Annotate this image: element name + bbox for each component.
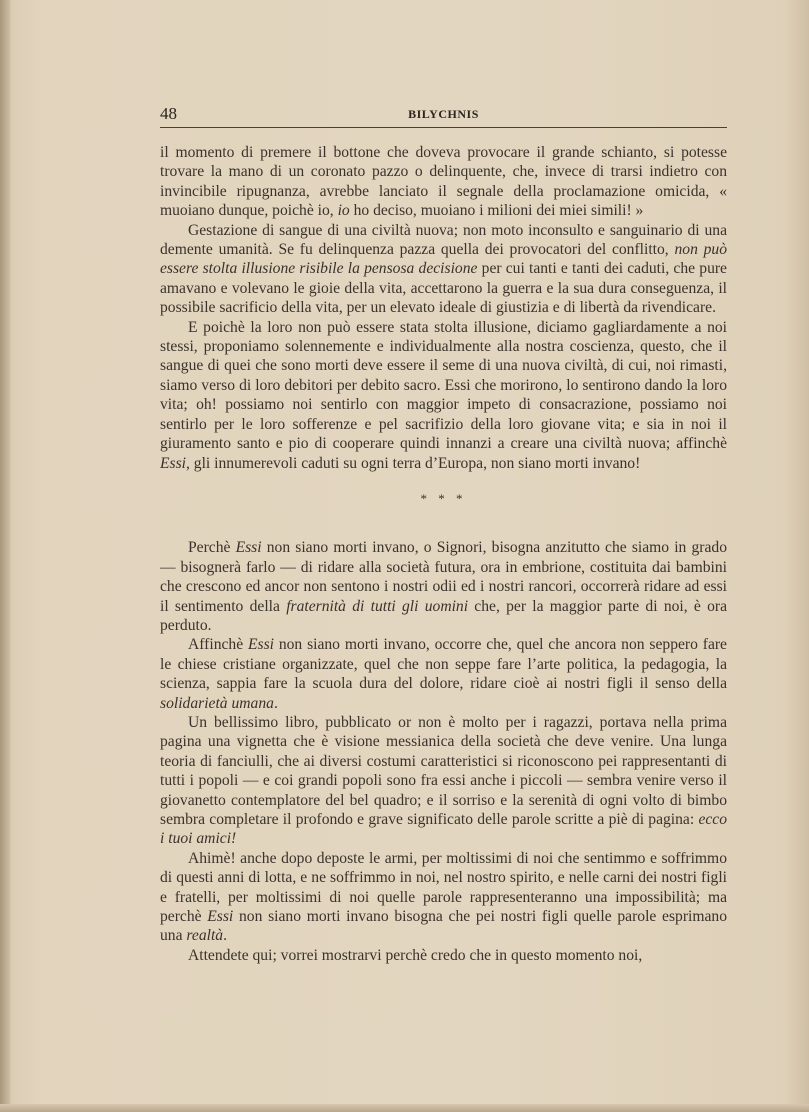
text-run: * * * bbox=[420, 490, 467, 506]
paragraph bbox=[160, 143, 727, 221]
text-run: ho deciso, muoiano i milioni dei miei simili! » bbox=[349, 202, 644, 220]
paragraph bbox=[160, 221, 727, 318]
text-run: Affinchè bbox=[188, 636, 248, 654]
text-run: Perchè bbox=[188, 539, 236, 557]
body-text bbox=[160, 143, 727, 965]
text-run: Un bellissimo libro, pubblicato or non è molto per i ragazzi, portava nella prima pagina una vignetta che è visione messianica della società che deve venire. Una lunga teoria di fanciulli, che ai diversi costumi caratteristici si riconoscono pei rappresentanti di tutti i popoli — e coi grandi popoli sono fra essi anche i piccoli — sembra venire verso il giovanetto contemplatore del bel quadro; e il sorriso e la serenità di ogni volto di bimbo sembra completare il profondo e grave significato delle parole scritte a piè di pagina: bbox=[160, 713, 727, 828]
paragraph bbox=[160, 318, 727, 473]
text-run: Attendete qui; vorrei mostrarvi perchè credo che in questo momento noi, bbox=[188, 946, 643, 964]
text-run: , gli innumerevoli caduti su ogni terra d’Europa, non siano morti invano! bbox=[186, 454, 641, 472]
italic-text: Essi bbox=[235, 539, 262, 557]
text-run: E poichè la loro non può essere stata stolta illusione, diciamo gagliardamente a noi stessi, proponiamo solennemente e individualmente alla nostra coscienza, questo, che il sangue di quei che sono morti deve essere il seme di una nuova civiltà, di cui, noi rimasti, siamo verso di loro debitori per debito sacro. Essi che morirono, lo sentirono dando la loro vita; oh! possiamo noi sentirlo con maggior impeto di consacrazione, possiamo noi sentirlo per le loro sofferenze e pel sacrifizio della loro giovane vita; e sia in noi il giuramento santo e pio di cooperare quindi innanzi a creare una civiltà nuova; affinchè bbox=[160, 318, 727, 453]
italic-text: Essi bbox=[207, 908, 234, 926]
italic-text: Essi bbox=[160, 454, 186, 472]
running-head: BILYCHNIS bbox=[408, 107, 479, 121]
text-run: che, per la maggior parte di noi, è ora perduto. bbox=[160, 597, 727, 634]
italic-text: io bbox=[337, 202, 350, 220]
paragraph bbox=[160, 538, 727, 635]
italic-text: fraternità di tutti gli uomini bbox=[286, 597, 469, 615]
text-run: . bbox=[273, 694, 278, 712]
text-run: Gestazione di sangue di una civiltà nuova; non moto inconsulto e sanguinario di una demente umanità. Se fu delinquenza pazza quella dei provocatori del conflitto, bbox=[160, 221, 727, 259]
text-run: non siano morti invano, occorre che, quel che ancora non seppero fare le chiese cristiane organizzate, quel che non seppe fare l’arte politica, la pedagogia, la scienza, sappia fare la scuola dura del dolore, ridare cioè ai nostri figli il senso della bbox=[160, 636, 727, 693]
italic-text: Essi bbox=[247, 636, 274, 654]
text-run: il momento di premere il bottone che doveva provocare il grande schianto, si potesse trovare la mano di un coronato pazzo o delinquente, che, invece di trarsi indietro con invincibile ripugnanza, avrebbe lanciato il segnale della proclamazione omicida, « muoiano dunque, poichè io, bbox=[160, 144, 727, 220]
text-run: . bbox=[223, 927, 227, 945]
paragraph bbox=[160, 635, 727, 713]
text-run: non siano morti invano bisogna che pei nostri figli quelle parole esprimano una bbox=[160, 908, 727, 945]
text-run: per cui tanti e tanti dei caduti, che pure amavano e volevano le gioie della vita, accettarono la guerra e la sua dura conseguenza, il possibile sacrificio della vita, per un elevato ideale di giustizia e di libertà da rivendicare. bbox=[160, 260, 727, 317]
paragraph bbox=[160, 849, 727, 946]
italic-text: non può essere stolta illusione risibile la pensosa decisione bbox=[160, 241, 728, 278]
page-header bbox=[160, 104, 727, 126]
section-separator bbox=[160, 489, 727, 508]
paragraph bbox=[160, 713, 727, 849]
text-run: non siano morti invano, o Signori, bisogna anzitutto che siamo in grado — bisognerà farlo — di ridare alla società futura, ora in embrione, costituita dai bambini che crescono ed ancor non sentono i nostri odii ed i nostri rancori, occorrerà ridare ad essi il sentimento della bbox=[160, 539, 727, 615]
italic-text: realtà bbox=[186, 927, 224, 945]
text-run: Ahimè! anche dopo deposte le armi, per moltissimi di noi che sentimmo e soffrimmo di questi anni di lotta, e ne soffrimmo in noi, nel nostro spirito, e nelle carni dei nostri figli e fratelli, per moltissimi di noi quelle parole rappresenteranno una impossibilità; ma perchè bbox=[160, 849, 727, 926]
header-rule bbox=[160, 127, 727, 128]
page-bottom-edge bbox=[0, 1104, 809, 1112]
italic-text: ecco i tuoi amici! bbox=[160, 811, 727, 848]
page-binding-edge bbox=[0, 0, 10, 1112]
page-number: 48 bbox=[160, 104, 177, 123]
paragraph bbox=[160, 946, 727, 965]
italic-text: solidarietà umana bbox=[160, 694, 274, 712]
